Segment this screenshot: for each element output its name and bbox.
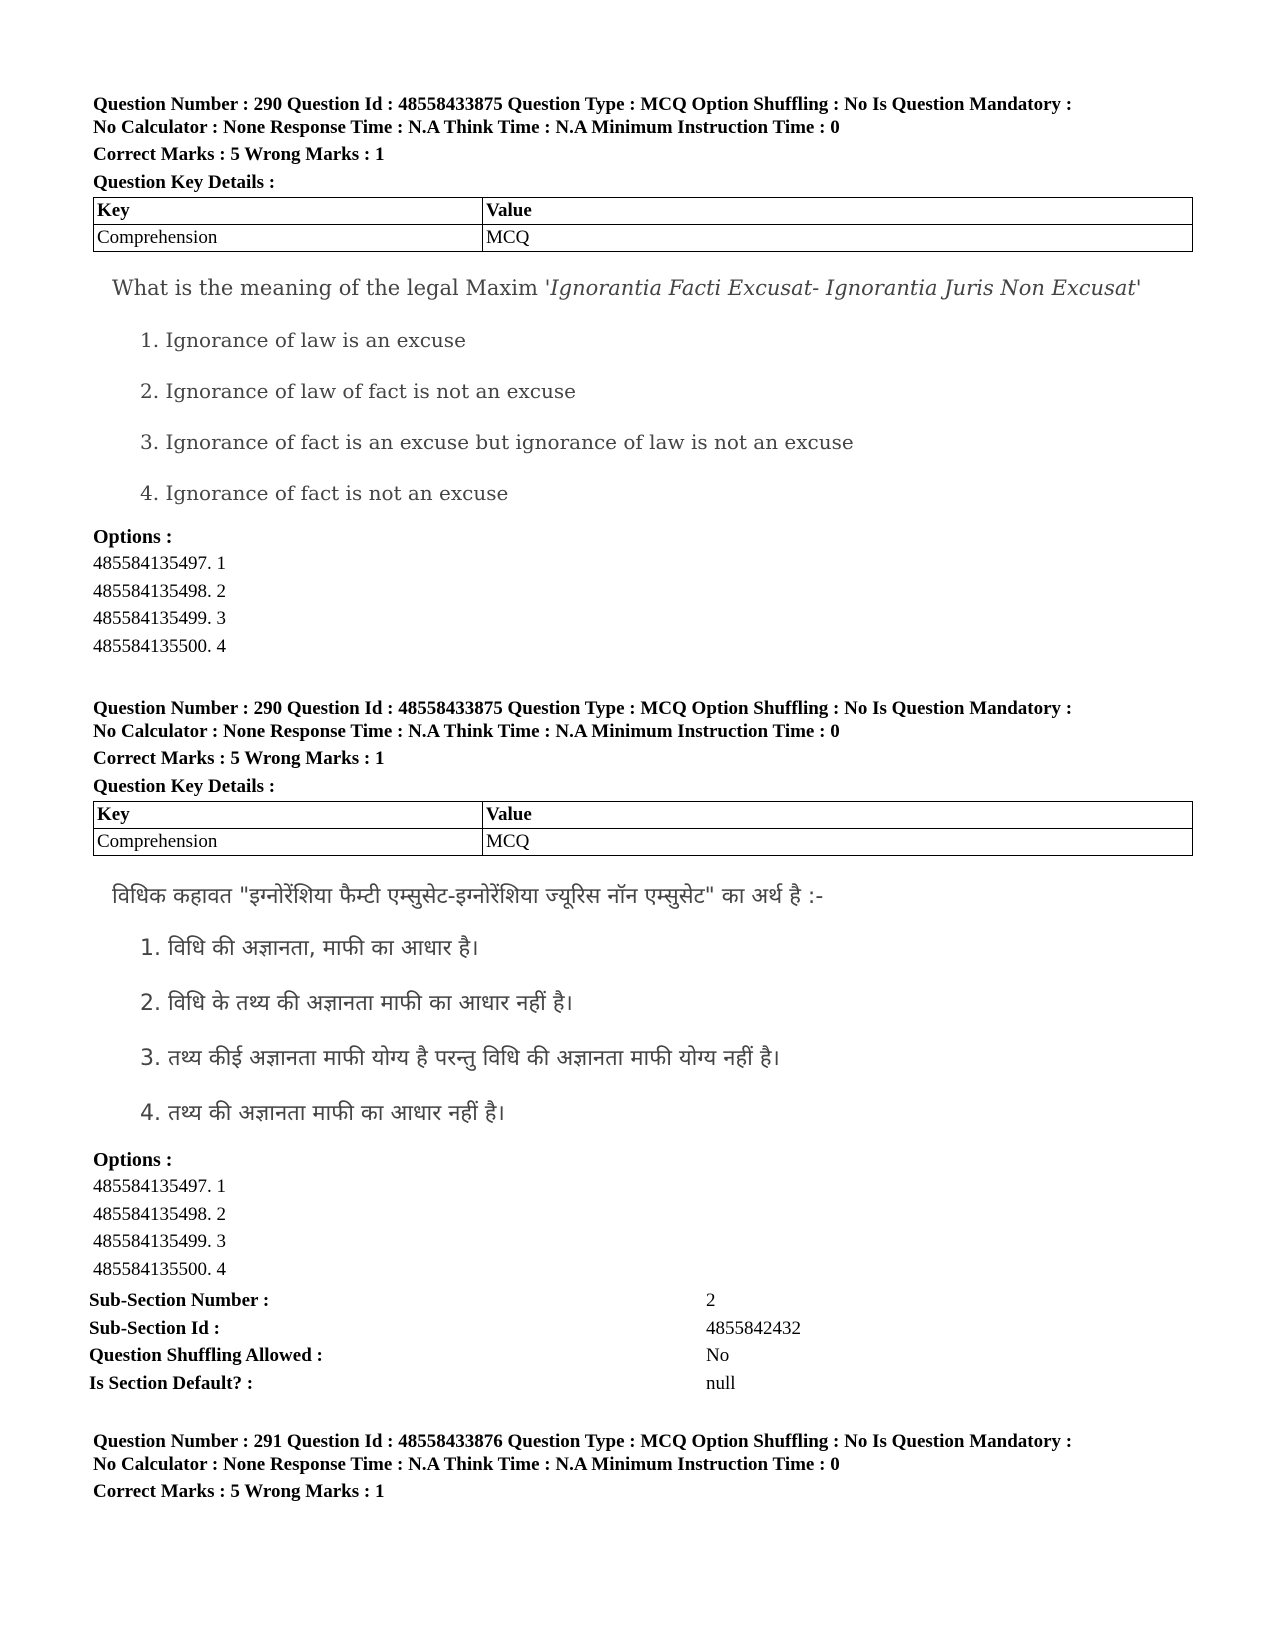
key-details-table (93, 801, 1193, 856)
table-header-key: Key (94, 802, 483, 829)
question-prefix: What is the meaning of the legal Maxim (112, 276, 545, 300)
subsection-number-label: Sub-Section Number : (89, 1290, 270, 1311)
marks-line: Correct Marks : 5 Wrong Marks : 1 (93, 748, 385, 769)
option-row: 485584135500. 4 (93, 1259, 226, 1280)
question-meta-line-2: No Calculator : None Response Time : N.A Think Time : N.A Minimum Instruction Time : 0 (93, 721, 840, 742)
table-header-value: Value (483, 802, 1193, 829)
option-row: 485584135499. 3 (93, 1231, 226, 1252)
choice-3: 3. तथ्य कीई अज्ञानता माफी योग्य है परन्तु विधि की अज्ञानता माफी योग्य नहीं है। (140, 1046, 780, 1071)
table-header-key: Key (94, 198, 483, 225)
key-details-label: Question Key Details : (93, 776, 276, 797)
option-row: 485584135500. 4 (93, 636, 226, 657)
choice-1: 1. विधि की अज्ञानता, माफी का आधार है। (140, 936, 479, 961)
table-header-value: Value (483, 198, 1193, 225)
choice-2: 2. Ignorance of law of fact is not an excuse (140, 379, 576, 403)
option-row: 485584135497. 1 (93, 553, 226, 574)
key-details-table (93, 197, 1193, 252)
question-meta-line-1: Question Number : 290 Question Id : 48558433875 Question Type : MCQ Option Shuffling : No Is Question Mandatory : (93, 698, 1073, 719)
choice-4: 4. तथ्य की अज्ञानता माफी का आधार नहीं है। (140, 1101, 505, 1126)
table-cell-key: Comprehension (94, 829, 483, 856)
question-text-en (112, 275, 1142, 301)
table-cell-value: MCQ (483, 225, 1193, 252)
choice-2: 2. विधि के तथ्य की अज्ञानता माफी का आधार नहीं है। (140, 991, 573, 1016)
option-row: 485584135497. 1 (93, 1176, 226, 1197)
choice-4: 4. Ignorance of fact is not an excuse (140, 481, 509, 505)
question-header-290-en (93, 93, 1193, 139)
options-label: Options : (93, 526, 173, 548)
choice-3: 3. Ignorance of fact is an excuse but ignorance of law is not an excuse (140, 430, 854, 454)
legal-maxim: 'Ignorantia Facti Excusat- Ignorantia Juris Non Excusat' (544, 276, 1142, 300)
subsection-id-value: 4855842432 (706, 1318, 801, 1339)
section-default-label: Is Section Default? : (89, 1373, 254, 1394)
question-meta-line-2: No Calculator : None Response Time : N.A Think Time : N.A Minimum Instruction Time : 0 (93, 117, 840, 138)
option-row: 485584135498. 2 (93, 581, 226, 602)
subsection-number-value: 2 (706, 1290, 716, 1311)
option-row: 485584135498. 2 (93, 1204, 226, 1225)
option-row: 485584135499. 3 (93, 608, 226, 629)
question-header-290-hi (93, 697, 1193, 743)
question-meta-line-2: No Calculator : None Response Time : N.A Think Time : N.A Minimum Instruction Time : 0 (93, 1454, 840, 1475)
choice-1: 1. Ignorance of law is an excuse (140, 328, 466, 352)
marks-line: Correct Marks : 5 Wrong Marks : 1 (93, 144, 385, 165)
table-cell-key: Comprehension (94, 225, 483, 252)
question-meta-line-1: Question Number : 291 Question Id : 48558433876 Question Type : MCQ Option Shuffling : No Is Question Mandatory : (93, 1431, 1073, 1452)
question-shuffling-label: Question Shuffling Allowed : (89, 1345, 323, 1366)
question-shuffling-value: No (706, 1345, 730, 1366)
key-details-label: Question Key Details : (93, 172, 276, 193)
options-label: Options : (93, 1149, 173, 1171)
question-meta-line-1: Question Number : 290 Question Id : 48558433875 Question Type : MCQ Option Shuffling : No Is Question Mandatory : (93, 94, 1073, 115)
subsection-id-label: Sub-Section Id : (89, 1318, 220, 1339)
marks-line: Correct Marks : 5 Wrong Marks : 1 (93, 1481, 385, 1502)
section-default-value: null (706, 1373, 736, 1394)
question-text-hi: विधिक कहावत "इग्नोरेंशिया फैम्टी एम्सुसेट-इग्नोरेंशिया ज्यूरिस नॉन एम्सुसेट" का अर्थ है :- (112, 884, 824, 909)
question-header-291 (93, 1430, 1193, 1476)
table-cell-value: MCQ (483, 829, 1193, 856)
